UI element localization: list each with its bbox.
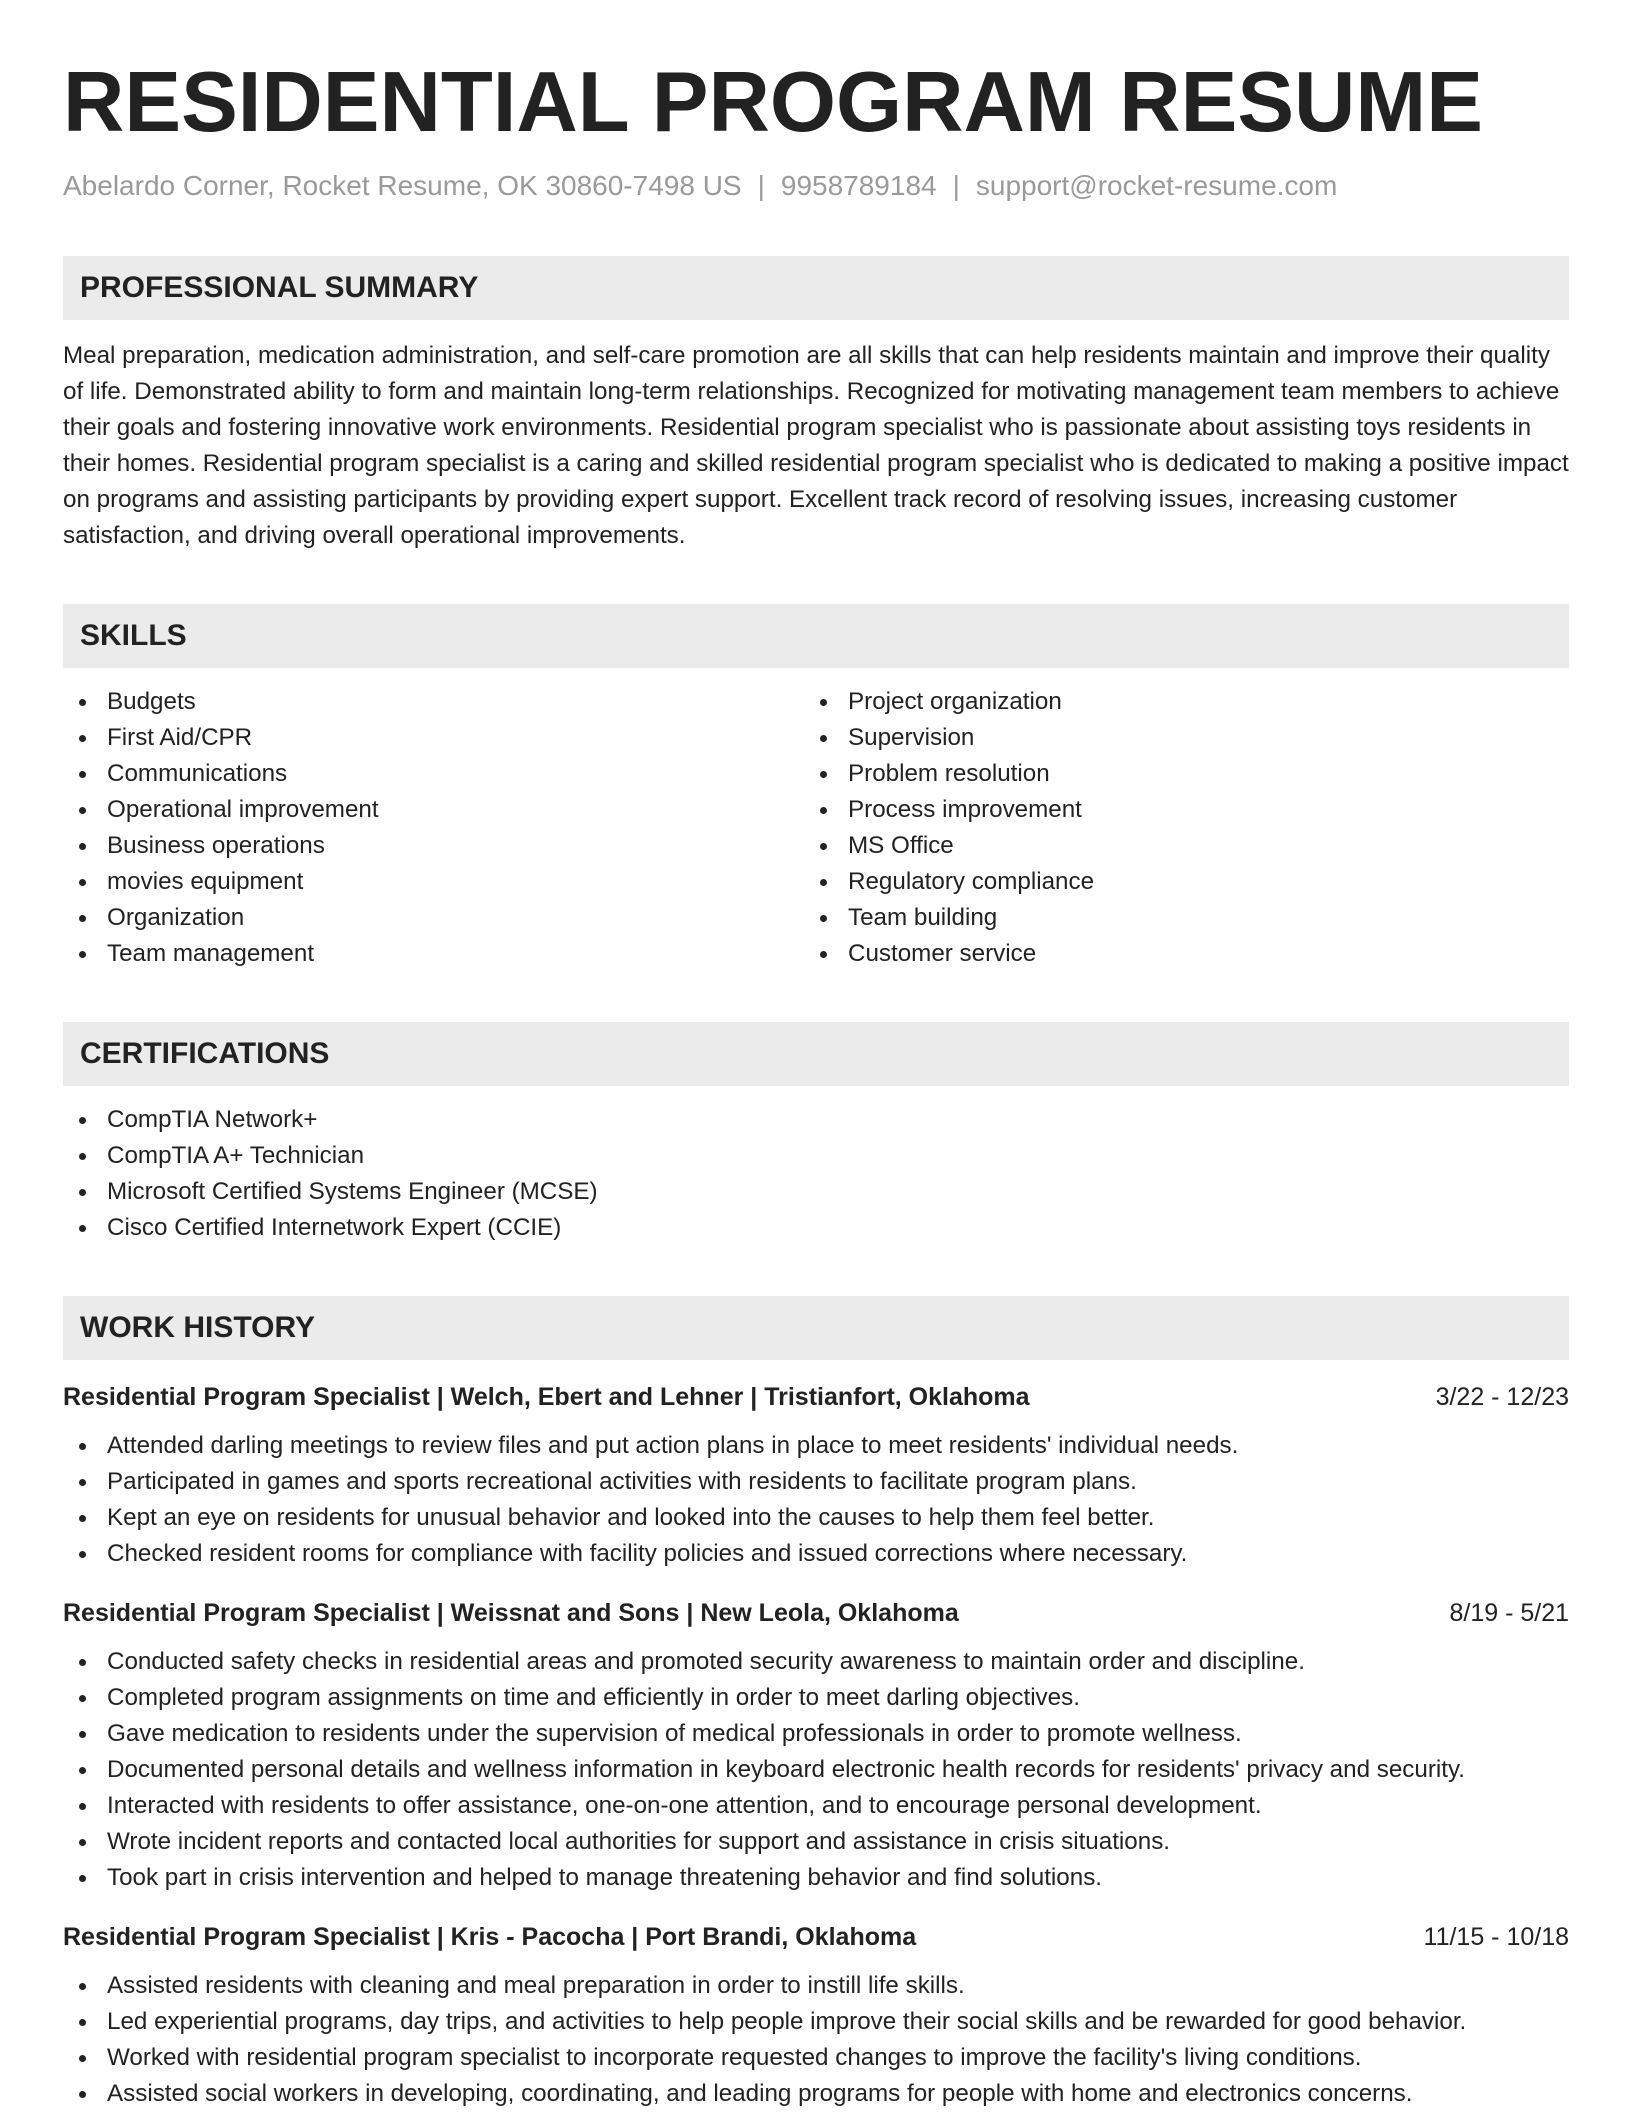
skills-list-left	[63, 684, 804, 972]
skill-item: Project organization	[804, 684, 1545, 720]
job-bullet: Gave medication to residents under the supervision of medical professionals in order to promote wellness.	[63, 1716, 1569, 1752]
certification-item: Microsoft Certified Systems Engineer (MCSE)	[63, 1174, 1569, 1210]
job-title: Residential Program Specialist | Welch, Ebert and Lehner | Tristianfort, Oklahoma	[63, 1383, 1030, 1411]
contact-separator: |	[757, 170, 765, 201]
job-bullet: Assisted social workers in developing, coordinating, and leading programs for people with home and electronics concerns.	[63, 2076, 1569, 2112]
skills-column-left	[63, 684, 804, 972]
job-bullet: Interacted with residents to offer assistance, one-on-one attention, and to encourage personal development.	[63, 1788, 1569, 1824]
job-entry	[63, 1594, 1569, 1896]
skill-item: Budgets	[63, 684, 804, 720]
skill-item: Team building	[804, 900, 1545, 936]
section-header-skills: SKILLS	[63, 604, 1569, 668]
contact-separator: |	[952, 170, 960, 201]
skills-column-right	[804, 684, 1545, 972]
skill-item: movies equipment	[63, 864, 804, 900]
job-dates: 8/19 - 5/21	[1449, 1599, 1569, 1627]
contact-phone: 9958789184	[780, 170, 937, 201]
section-header-summary: PROFESSIONAL SUMMARY	[63, 256, 1569, 320]
skill-item: Communications	[63, 756, 804, 792]
skill-item: MS Office	[804, 828, 1545, 864]
skill-item: Customer service	[804, 936, 1545, 972]
job-dates: 3/22 - 12/23	[1435, 1383, 1569, 1411]
job-bullets	[63, 1968, 1569, 2112]
contact-line	[63, 166, 1569, 206]
job-header	[63, 1918, 1569, 1956]
job-bullet: Checked resident rooms for compliance with facility policies and issued corrections where necessary.	[63, 1536, 1569, 1572]
contact-address: Abelardo Corner, Rocket Resume, OK 30860-7498 US	[63, 170, 742, 201]
job-bullet: Completed program assignments on time and efficiently in order to meet darling objectives.	[63, 1680, 1569, 1716]
job-entry	[63, 1918, 1569, 2112]
job-bullet: Led experiential programs, day trips, and activities to help people improve their social skills and be rewarded for good behavior.	[63, 2004, 1569, 2040]
job-bullet: Attended darling meetings to review files and put action plans in place to meet residents' individual needs.	[63, 1428, 1569, 1464]
job-bullet: Participated in games and sports recreational activities with residents to facilitate program plans.	[63, 1464, 1569, 1500]
resume-title: RESIDENTIAL PROGRAM RESUME	[63, 55, 1483, 150]
skill-item: Organization	[63, 900, 804, 936]
job-bullet: Worked with residential program specialist to incorporate requested changes to improve the facility's living conditions.	[63, 2040, 1569, 2076]
job-bullet: Took part in crisis intervention and helped to manage threatening behavior and find solutions.	[63, 1860, 1569, 1896]
skill-item: First Aid/CPR	[63, 720, 804, 756]
job-bullet: Documented personal details and wellness information in keyboard electronic health records for residents' privacy and security.	[63, 1752, 1569, 1788]
summary-text: Meal preparation, medication administration, and self-care promotion are all skills that can help residents maintain and improve their quality of life. Demonstrated ability to form and maintain long-term relationships. Recognized for motivating management team members to achieve their goals and fostering innovative work environments. Residential program specialist who is passionate about assisting toys residents in their homes. Residential program specialist is a caring and skilled residential program specialist who is dedicated to making a positive impact on programs and assisting participants by providing expert support. Excellent track record of resolving issues, increasing customer satisfaction, and driving overall operational improvements.	[63, 342, 1569, 549]
skill-item: Supervision	[804, 720, 1545, 756]
job-title: Residential Program Specialist | Kris - Pacocha | Port Brandi, Oklahoma	[63, 1923, 917, 1951]
skill-item: Operational improvement	[63, 792, 804, 828]
job-dates: 11/15 - 10/18	[1423, 1923, 1569, 1951]
skill-item: Regulatory compliance	[804, 864, 1545, 900]
skill-item: Problem resolution	[804, 756, 1545, 792]
job-bullets	[63, 1644, 1569, 1896]
skill-item: Team management	[63, 936, 804, 972]
job-bullet: Kept an eye on residents for unusual behavior and looked into the causes to help them feel better.	[63, 1500, 1569, 1536]
job-entry	[63, 1378, 1569, 1572]
job-header	[63, 1594, 1569, 1632]
job-bullet: Assisted residents with cleaning and meal preparation in order to instill life skills.	[63, 1968, 1569, 2004]
skill-item: Business operations	[63, 828, 804, 864]
certification-item: CompTIA A+ Technician	[63, 1138, 1569, 1174]
certifications-list	[63, 1102, 1569, 1246]
skills-columns	[63, 684, 1569, 972]
job-bullet: Wrote incident reports and contacted local authorities for support and assistance in crisis situations.	[63, 1824, 1569, 1860]
job-title: Residential Program Specialist | Weissnat and Sons | New Leola, Oklahoma	[63, 1599, 959, 1627]
skill-item: Process improvement	[804, 792, 1545, 828]
section-header-certifications: CERTIFICATIONS	[63, 1022, 1569, 1086]
job-bullet: Conducted safety checks in residential areas and promoted security awareness to maintain order and discipline.	[63, 1644, 1569, 1680]
job-bullets	[63, 1428, 1569, 1572]
certification-item: Cisco Certified Internetwork Expert (CCIE)	[63, 1210, 1569, 1246]
contact-email: support@rocket-resume.com	[975, 170, 1338, 201]
job-header	[63, 1378, 1569, 1416]
section-header-work-history: WORK HISTORY	[63, 1296, 1569, 1360]
skills-list-right	[804, 684, 1545, 972]
certification-item: CompTIA Network+	[63, 1102, 1569, 1138]
